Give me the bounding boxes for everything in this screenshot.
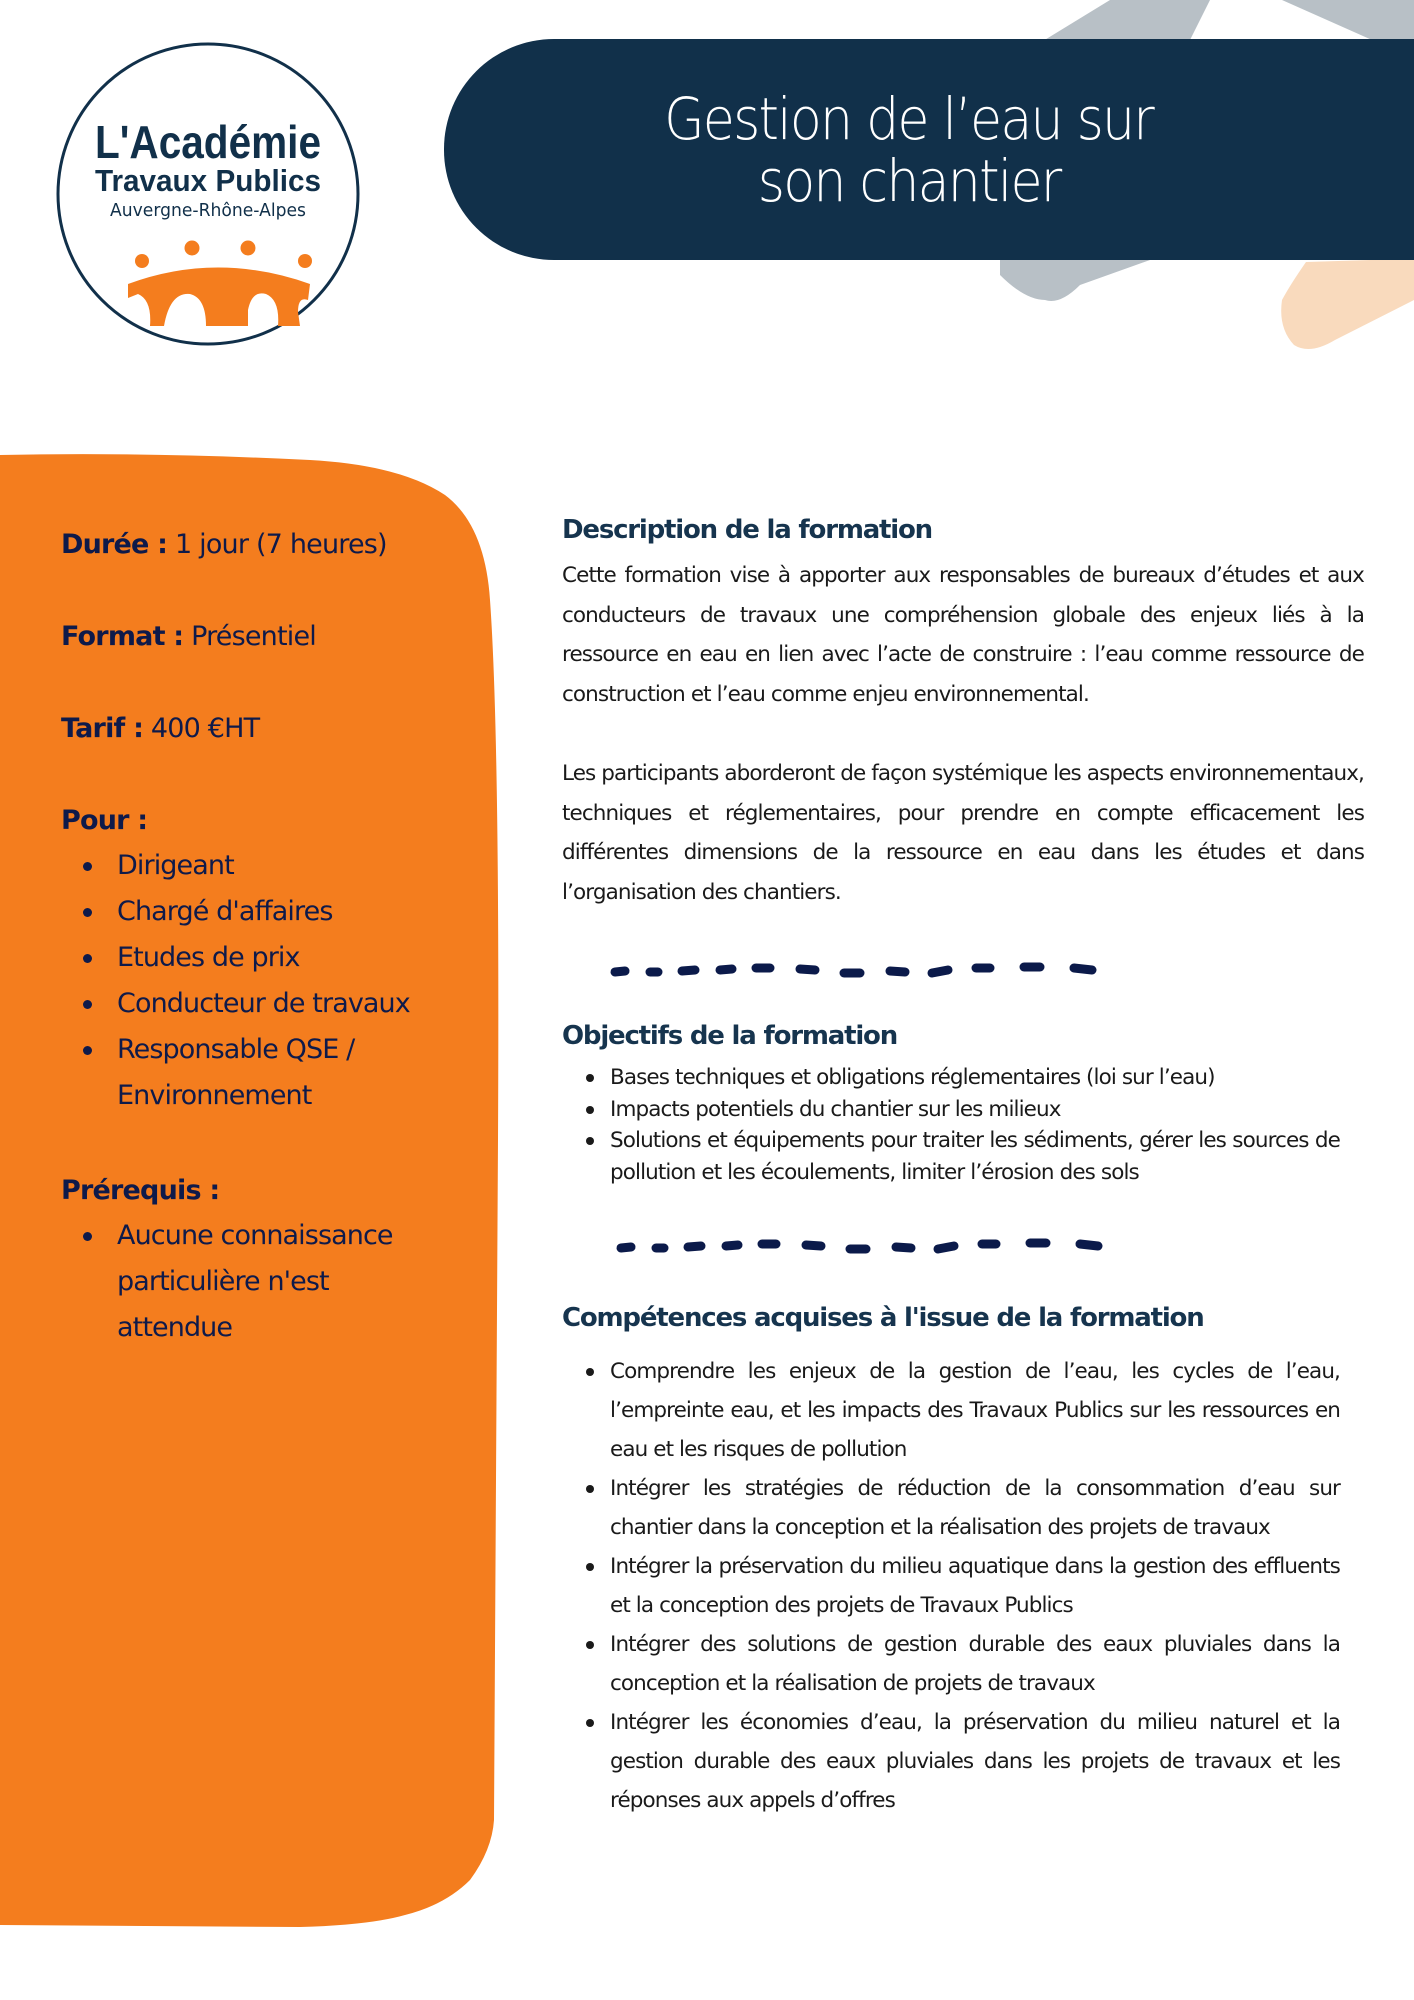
title-banner	[444, 39, 1414, 260]
academie-logo	[52, 36, 364, 352]
sidebar	[61, 525, 481, 1403]
description-title: Description de la formation	[562, 515, 932, 545]
pour-label: Pour :	[61, 805, 148, 836]
audience-item: Conducteur de travaux	[61, 981, 481, 1027]
page-title-line1: Gestion de l’eau sur	[664, 84, 1154, 153]
logo-line1: L'Académie	[95, 116, 321, 168]
objectif-item: Solutions et équipements pour traiter les sédiments, gérer les sources de pollution et les écoulements, limiter l’érosion des sols	[562, 1125, 1340, 1188]
competence-item: Intégrer la préservation du milieu aquatique dans la gestion des effluents et la conception des projets de Travaux Publics	[562, 1547, 1340, 1625]
competence-item: Comprendre les enjeux de la gestion de l’eau, les cycles de l’eau, l’empreinte eau, et les impacts des Travaux Publics sur les ressources en eau et les risques de pollution	[562, 1352, 1340, 1469]
main-content	[562, 510, 1364, 1820]
competence-item: Intégrer les stratégies de réduction de la consommation d’eau sur chantier dans la conception et la réalisation des projets de travaux	[562, 1469, 1340, 1547]
logo-line2: Travaux Publics	[95, 163, 321, 198]
audience-item: Dirigeant	[61, 843, 481, 889]
prerequis-list	[61, 1213, 481, 1351]
format-row	[61, 617, 481, 657]
competence-item: Intégrer les économies d’eau, la préservation du milieu naturel et la gestion durable des eaux pluviales dans les projets de travaux et les réponses aux appels d’offres	[562, 1703, 1340, 1820]
objectif-item: Bases techniques et obligations réglementaires (loi sur l’eau)	[562, 1062, 1340, 1094]
description-section	[562, 510, 1364, 912]
duree-row	[61, 525, 481, 565]
logo-line3: Auvergne-Rhône-Alpes	[110, 200, 306, 221]
description-paragraph: Cette formation vise à apporter aux responsables de bureaux d’études et aux conducteurs de travaux une compréhension globale des enjeux liés à la ressource en eau en lien avec l’acte de construire : l’eau comme ressource de construction et l’eau comme enjeu environnemental.	[562, 563, 1364, 707]
competences-section	[562, 1298, 1364, 1820]
page-title-line2: son chantier	[757, 146, 1061, 215]
prerequis-item: Aucune connaissance particulière n'est attendue	[61, 1213, 417, 1351]
prerequis-label: Prérequis :	[61, 1175, 220, 1206]
audience-item: Responsable QSE / Environnement	[61, 1027, 417, 1119]
dashed-divider	[610, 956, 1230, 986]
competence-item: Intégrer des solutions de gestion durable des eaux pluviales dans la conception et la réalisation de projets de travaux	[562, 1625, 1340, 1703]
audience-item: Chargé d'affaires	[61, 889, 481, 935]
tarif-label: Tarif :	[61, 713, 144, 744]
format-label: Format :	[61, 621, 184, 652]
objectifs-section	[562, 1016, 1364, 1188]
format-value: Présentiel	[191, 621, 316, 652]
objectifs-list	[562, 1062, 1340, 1188]
audience-list	[61, 843, 481, 1119]
gray-stripe-right	[1282, 0, 1414, 40]
peach-stripe	[1281, 260, 1414, 349]
objectifs-title: Objectifs de la formation	[562, 1021, 898, 1051]
duree-value: 1 jour (7 heures)	[174, 529, 387, 560]
duree-label: Durée :	[61, 529, 168, 560]
description-paragraph: Les participants aborderont de façon systémique les aspects environnementaux, techniques et réglementaires, pour prendre en compte efficacement les différentes dimensions de la ressource en eau dans les études et dans l’organisation des chantiers.	[562, 761, 1364, 905]
competences-list	[562, 1352, 1340, 1820]
audience-item: Etudes de prix	[61, 935, 481, 981]
dashed-divider	[616, 1232, 1236, 1262]
competences-title: Compétences acquises à l'issue de la formation	[562, 1303, 1204, 1333]
tarif-row	[61, 709, 481, 749]
tarif-value: 400 €HT	[150, 713, 260, 744]
objectif-item: Impacts potentiels du chantier sur les milieux	[562, 1094, 1340, 1126]
